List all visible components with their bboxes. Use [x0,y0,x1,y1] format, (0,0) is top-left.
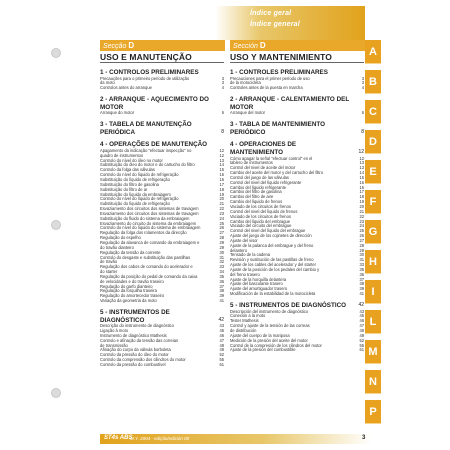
toc-heading[interactable] [100,96,224,111]
toc-page-number: 36 [219,278,224,284]
toc-entry-text: Apagamento da indicação "efectuar inspecção" no [100,147,192,153]
toc-page-number: 8 [361,128,364,135]
toc-entry-text: do starter [100,269,118,275]
toc-page-number: 24 [219,215,224,221]
section-tab-a[interactable]: A [365,40,381,64]
toc-heading[interactable] [230,121,364,136]
toc-heading-text: 3 - TABELA DE MANUTENÇÃO PERIÓDICA [100,121,192,136]
section-letter: D [259,41,266,50]
toc-page-number: 29 [219,239,224,245]
toc-entry-text: Precauções para o primeiro período de utilização [100,75,190,81]
binder-hole [51,388,61,398]
toc-page-number: 13 [359,165,364,171]
toc-page-number: 14 [219,162,224,168]
toc-entry-text: Arranque do motor [100,110,135,116]
toc-entry[interactable] [100,363,224,368]
toc-entry-text: Ajuste del visor [230,237,258,243]
toc-entry-text: Cambio del líquido del embrague [230,218,291,224]
toc-page-number: 55 [359,342,364,348]
toc-entry-text: Instrumento de diagnóstico Mathesis [100,332,167,338]
toc-entry-text: Tensado de la cadena [230,252,271,258]
toc-page-number: 52 [359,337,364,343]
toc-entry-text: Substituição do líquido de refrigeração [100,201,170,207]
divider [230,62,364,63]
section-tab-b[interactable]: B [365,70,381,94]
toc-column-left [100,64,224,368]
toc-page-number: 29 [359,247,364,253]
toc-entry-text: Controlo e afinação da tensão das correias [100,337,179,343]
toc-page-number: 43 [219,323,224,329]
section-tab-c[interactable]: C [365,100,381,124]
toc-entry-text: Regulação da tensão da corrente [100,249,161,255]
toc-page-number: 17 [219,181,224,187]
toc-page-number: 17 [359,189,364,195]
toc-page-number: 18 [359,194,364,200]
toc-page-number: 34 [219,269,224,275]
toc-page-number: 35 [359,266,364,272]
toc-entry-text: Controlo da compressão dos cilindros do motor [100,357,186,363]
toc-page-number: 23 [359,218,364,224]
column-title-left: USO E MANUTENÇÃO [100,52,192,62]
toc-entry-text: Control y ajuste de la tensión de las correas [230,323,310,329]
toc-page-number: 61 [359,347,364,353]
toc-page-number: 16 [219,172,224,178]
toc-page-number: 27 [219,230,224,236]
toc-page-number: 8 [221,128,224,135]
toc-entry-text: Ajuste de la presión del combustible [230,347,296,353]
toc-entry-text: Modificación de la estabilidad de la motocicleta [230,291,316,297]
toc-entry-text: Variação da geometria da moto [100,298,157,304]
toc-heading-text: 4 - OPERACIONES DE MANTENIMIENTO [230,141,297,156]
toc-entry-text: Vaciado de los circuitos de frenos [230,213,291,219]
toc-entry-text: Cambio del filtro de aire [230,194,274,200]
toc-entry-text: Regulação do espelho [100,235,141,241]
footer-code: M.Y. 2004 - edição/edición 00 [130,436,190,441]
section-tab-l[interactable]: L [365,310,381,334]
toc-page-number: 27 [359,237,364,243]
toc-page-number: 15 [219,167,224,173]
section-tab-e[interactable]: E [365,160,381,184]
toc-page-number: 22 [219,206,224,212]
toc-entry-text: Esvaziamento dos circuitos dos sistemas de travagem [100,210,199,216]
toc-page-number: 39 [359,286,364,292]
toc-entry-text: Medición de la presión del aceite del motor [230,337,308,343]
toc-page-number: 12 [219,152,224,158]
toc-entry-text: Ajuste del basculante trasero [230,281,283,287]
toc-entry-text: Substituição do filtro de ar [100,186,148,192]
toc-page-number: 26 [219,225,224,231]
toc-page-number: 37 [219,283,224,289]
toc-entry-text: Cambio del aceite del motor y del cartucho del filtro [230,170,324,176]
toc-page-number: 28 [359,242,364,248]
toc-entry-text: Ajuste de los cables del acelerador y del starter [230,262,317,268]
toc-page-number: 48 [219,342,224,348]
toc-entry-text: da moto [100,80,115,86]
toc-entry-text: Control del nivel de aceite del motor [230,165,296,171]
toc-heading-text: 5 - INSTRUMENTOS DE DIAGNÓSTICO [230,302,347,309]
toc-page-number: 49 [219,347,224,353]
toc-entry-text: Control de la compresión de los cilindros del motor [230,342,322,348]
toc-entry-text: Ajuste de la horquilla delantera [230,276,287,282]
binder-hole [51,48,61,58]
section-label: Sección [233,43,258,50]
toc-entry-text: Regulação da alavanca de comando da embraiagem e [100,239,200,245]
toc-entry-text: Control del juego de las válvulas [230,174,289,180]
toc-entry-text: Controlo da pressão do óleo do motor [100,352,169,358]
toc-page-number: 42 [218,316,224,323]
toc-heading[interactable] [230,141,364,156]
toc-entry-text: Substituição do líquido de refrigeração [100,177,170,182]
toc-heading-text: 5 - INSTRUMENTOS DE DIAGNÓSTICO [100,308,170,324]
toc-page-number: 25 [219,220,224,226]
toc-entry-text: Descripción del instrumento de diagnóstico [230,308,309,314]
toc-entry-text: Controles antes de la puesta en marcha [230,85,303,91]
toc-page-number: 47 [359,323,364,329]
toc-entry-text: Controlo do nível do líquido de refrigeração [100,172,179,178]
toc-entry-text: Ajuste del cuerpo de la mariposa [230,332,290,338]
toc-page-number: 16 [359,179,364,185]
toc-page-number: 19 [219,191,224,197]
section-tab-f[interactable]: F [365,190,381,214]
toc-page-number: 55 [219,357,224,363]
toc-entry-text: Tester Mathesis [230,318,259,324]
toc-column-right [230,64,364,353]
toc-page-number: 3 [361,75,364,81]
toc-entry-text: Controlo da pressão do combustível [100,361,166,367]
toc-entry-text: del freno trasero [230,271,260,277]
toc-page-number: 6 [221,110,224,116]
section-box-left [100,40,225,51]
toc-entry-text: Descrição do instrumento de diagnóstico [100,323,174,329]
toc-heading[interactable] [100,121,224,136]
toc-page-number: 13 [219,157,224,163]
section-letter: D [128,41,135,50]
toc-page-number: 4 [221,85,224,91]
toc-entry-text: de travão [100,259,118,265]
toc-entry-text: Ajuste de la palanca del embrague y del freno [230,242,314,248]
toc-page-number: 38 [359,281,364,287]
toc-entry-text: Control del nivel del líquido refrigerante [230,179,302,185]
toc-heading-text: 3 - TABLA DE MANTENIMIENTO PERIÓDICO [230,121,326,136]
toc-entry-text: Regulação da folga dos rolamentos da direcção [100,230,187,236]
toc-entry[interactable] [230,348,364,353]
divider [100,62,224,63]
toc-page-number: 19 [359,199,364,205]
toc-entry-text: delantero [230,247,248,253]
toc-entry-text: Vaciado de los circuitos de frenos [230,203,291,209]
toc-entry-text: Controlo do nível do óleo no motor [100,157,163,163]
toc-page-number: 26 [359,233,364,239]
toc-heading-text: 2 - ARRANQUE - AQUECIMENTO DO MOTOR [100,96,209,111]
toc-page-number: 39 [219,293,224,299]
toc-entry-text: Controlo do desgaste e substituição das pastilhas [100,254,191,260]
section-tab-m[interactable]: M [365,340,381,364]
toc-heading[interactable] [100,309,224,324]
toc-page-number: 52 [219,352,224,358]
toc-entry-text: Cambio del filtro de gasolina [230,189,282,195]
section-tab-h[interactable]: H [365,250,381,274]
toc-entry-text: Ajuste de la posición de los pedales del cambio y [230,266,320,272]
toc-entry-text: Precauciones para el primer período de uso [230,75,310,81]
toc-page-number: 31 [359,257,364,263]
toc-page-number: 16 [219,177,224,182]
toc-entry-text: Cambio del líquido de frenos [230,199,283,205]
toc-page-number: 20 [359,203,364,209]
toc-heading-text: 4 - OPERAÇÕES DE MANUTENÇÃO [100,141,208,149]
binder-hole [51,220,61,230]
toc-entry-text: Cambio del líquido refrigerante [230,184,286,190]
toc-entry[interactable] [230,86,364,91]
toc-entry-text: Esvaziamento do circuito do sistema da embraiagem [100,220,197,226]
section-tab-p[interactable]: P [365,400,381,424]
toc-entry-text: Ajuste del amortiguador trasero [230,286,288,292]
toc-page-number: 6 [361,110,364,116]
toc-page-number: 12 [359,155,364,161]
section-label: Secção [103,43,127,50]
column-title-right: USO Y MANTENIMIENTO [230,52,333,62]
toc-heading-text: 2 - ARRANQUE - CALENTAMIENTO DEL MOTOR [230,96,350,111]
toc-entry-text: Controlo do nível do líquido do sistema de embraiagem [100,225,201,231]
toc-entry-text: Substituição do óleo do motor e do cartucho do filtro [100,162,195,168]
toc-entry-text: de transmissão [100,342,128,348]
toc-page-number: 33 [359,262,364,268]
toc-page-number: 32 [219,259,224,265]
toc-entry-text: Ajuste del juego de los cojinetes de dirección [230,233,312,239]
toc-heading-text: 1 - CONTROLOS PRELIMINARES [100,69,199,76]
toc-page-number: 47 [219,337,224,343]
toc-entry[interactable] [100,299,224,304]
toc-heading[interactable] [230,96,364,111]
toc-page-number: 33 [219,264,224,270]
toc-page-number: 18 [219,186,224,192]
toc-entry-text: Afinação do corpo da válvula borboleta [100,347,171,353]
toc-page-number: 16 [359,184,364,190]
toc-entry-text: Regulação do amortecedor traseiro [100,293,165,299]
toc-page-number: 3 [361,80,364,86]
toc-page-number: 13 [359,160,364,166]
toc-page-number: 42 [358,302,364,308]
toc-page-number: 29 [219,244,224,250]
toc-entry[interactable] [100,111,224,116]
toc-page-number: 31 [219,254,224,260]
toc-page-number: 41 [219,298,224,304]
toc-page-number: 12 [219,147,224,153]
toc-entry[interactable] [230,111,364,116]
section-tab-i[interactable]: I [365,280,381,304]
toc-entry-text: Regulação dos cabos de comando do acelerador e [100,264,193,270]
toc-entry-text: Revisión y sustitución de las pastillas de freno [230,257,314,263]
toc-entry-text: Vaciado del circuito del embrague [230,223,292,229]
toc-page-number: 3 [221,80,224,86]
footer-model: ST4s ABS [104,435,133,441]
toc-page-number: 45 [359,313,364,319]
toc-heading-text: 1 - CONTROLES PRELIMINARES [230,69,328,76]
toc-page-number: 41 [359,291,364,297]
toc-page-number: 49 [359,332,364,338]
toc-page-number: 12 [358,148,364,155]
toc-page-number: 28 [219,235,224,241]
toc-page-number: 30 [359,252,364,258]
toc-entry-text: Regulação da forquilha traseira [100,288,157,294]
toc-entry-text: Controlos antes do arranque [100,85,152,91]
toc-page-number: 15 [359,174,364,180]
toc-entry[interactable] [230,292,364,297]
toc-page-number: 24 [359,223,364,229]
toc-page-number: 46 [359,318,364,324]
section-tab-n[interactable]: N [365,370,381,394]
toc-entry-text: Control del nivel del líquido de frenos [230,208,298,214]
toc-entry-text: Esvaziamento dos circuitos dos sistemas de travagem [100,206,199,212]
header-title-es: Índice general [250,21,300,28]
toc-entry-text: Controlo da folga das válvulas [100,167,155,173]
toc-entry-text: Control del nivel del líquido del embrague [230,228,306,234]
toc-entry-text: Substituição do líquido da embraiagem [100,191,171,197]
toc-entry-text: Ligação à moto [100,327,128,333]
toc-page-number: 46 [219,332,224,338]
toc-page-number: 22 [359,213,364,219]
toc-page-number: 4 [361,85,364,91]
header-title-pt: Índice geral [250,10,292,17]
toc-page-number: 45 [219,327,224,333]
page-number: 3 [362,435,366,441]
toc-page-number: 23 [219,210,224,216]
toc-page-number: 14 [359,170,364,176]
section-box-right [230,40,365,51]
toc-page-number: 61 [219,361,224,367]
toc-page-number: 35 [219,273,224,279]
toc-entry-text: do travão dianteiro [100,244,134,250]
toc-page-number: 25 [359,228,364,234]
toc-entry-text: de la motocicleta [230,80,261,86]
toc-entry-text: quadro de instrumentos [100,152,144,158]
toc-entry-text: Regulação da posição do pedal de comando da caixa [100,273,198,279]
toc-entry-text: Regulação do garfo dianteiro [100,283,153,289]
toc-entry-text: Arranque del motor [230,110,266,116]
toc-page-number: 38 [219,288,224,294]
toc-entry[interactable] [100,86,224,91]
section-tab-g[interactable]: G [365,220,381,244]
toc-page-number: 37 [359,276,364,282]
section-tab-d[interactable]: D [365,130,381,154]
toc-entry-text: de velocidades e do travão traseiro [100,278,164,284]
toc-entry-text: tablero de instrumentos [230,160,273,166]
toc-entry-text: Cómo apagar la señal "efectuar control" en el [230,155,313,161]
toc-entry-text: Controlo do nível do líquido de refrigeração [100,196,179,202]
toc-entry-text: Substituição do fluido do sistema da embraiagem [100,215,190,221]
toc-entry-text: de distribución [230,327,257,333]
toc-page-number: 48 [359,327,364,333]
toc-page-number: 21 [359,208,364,214]
toc-entry-text: Conexión a la moto [230,313,266,319]
toc-page-number: 36 [359,271,364,277]
toc-entry-text: Substituição do filtro de gasolina [100,181,159,187]
toc-page-number: 3 [221,75,224,81]
toc-page-number: 43 [359,308,364,314]
toc-page-number: 21 [219,201,224,207]
toc-page-number: 30 [219,249,224,255]
toc-page-number: 20 [219,196,224,202]
